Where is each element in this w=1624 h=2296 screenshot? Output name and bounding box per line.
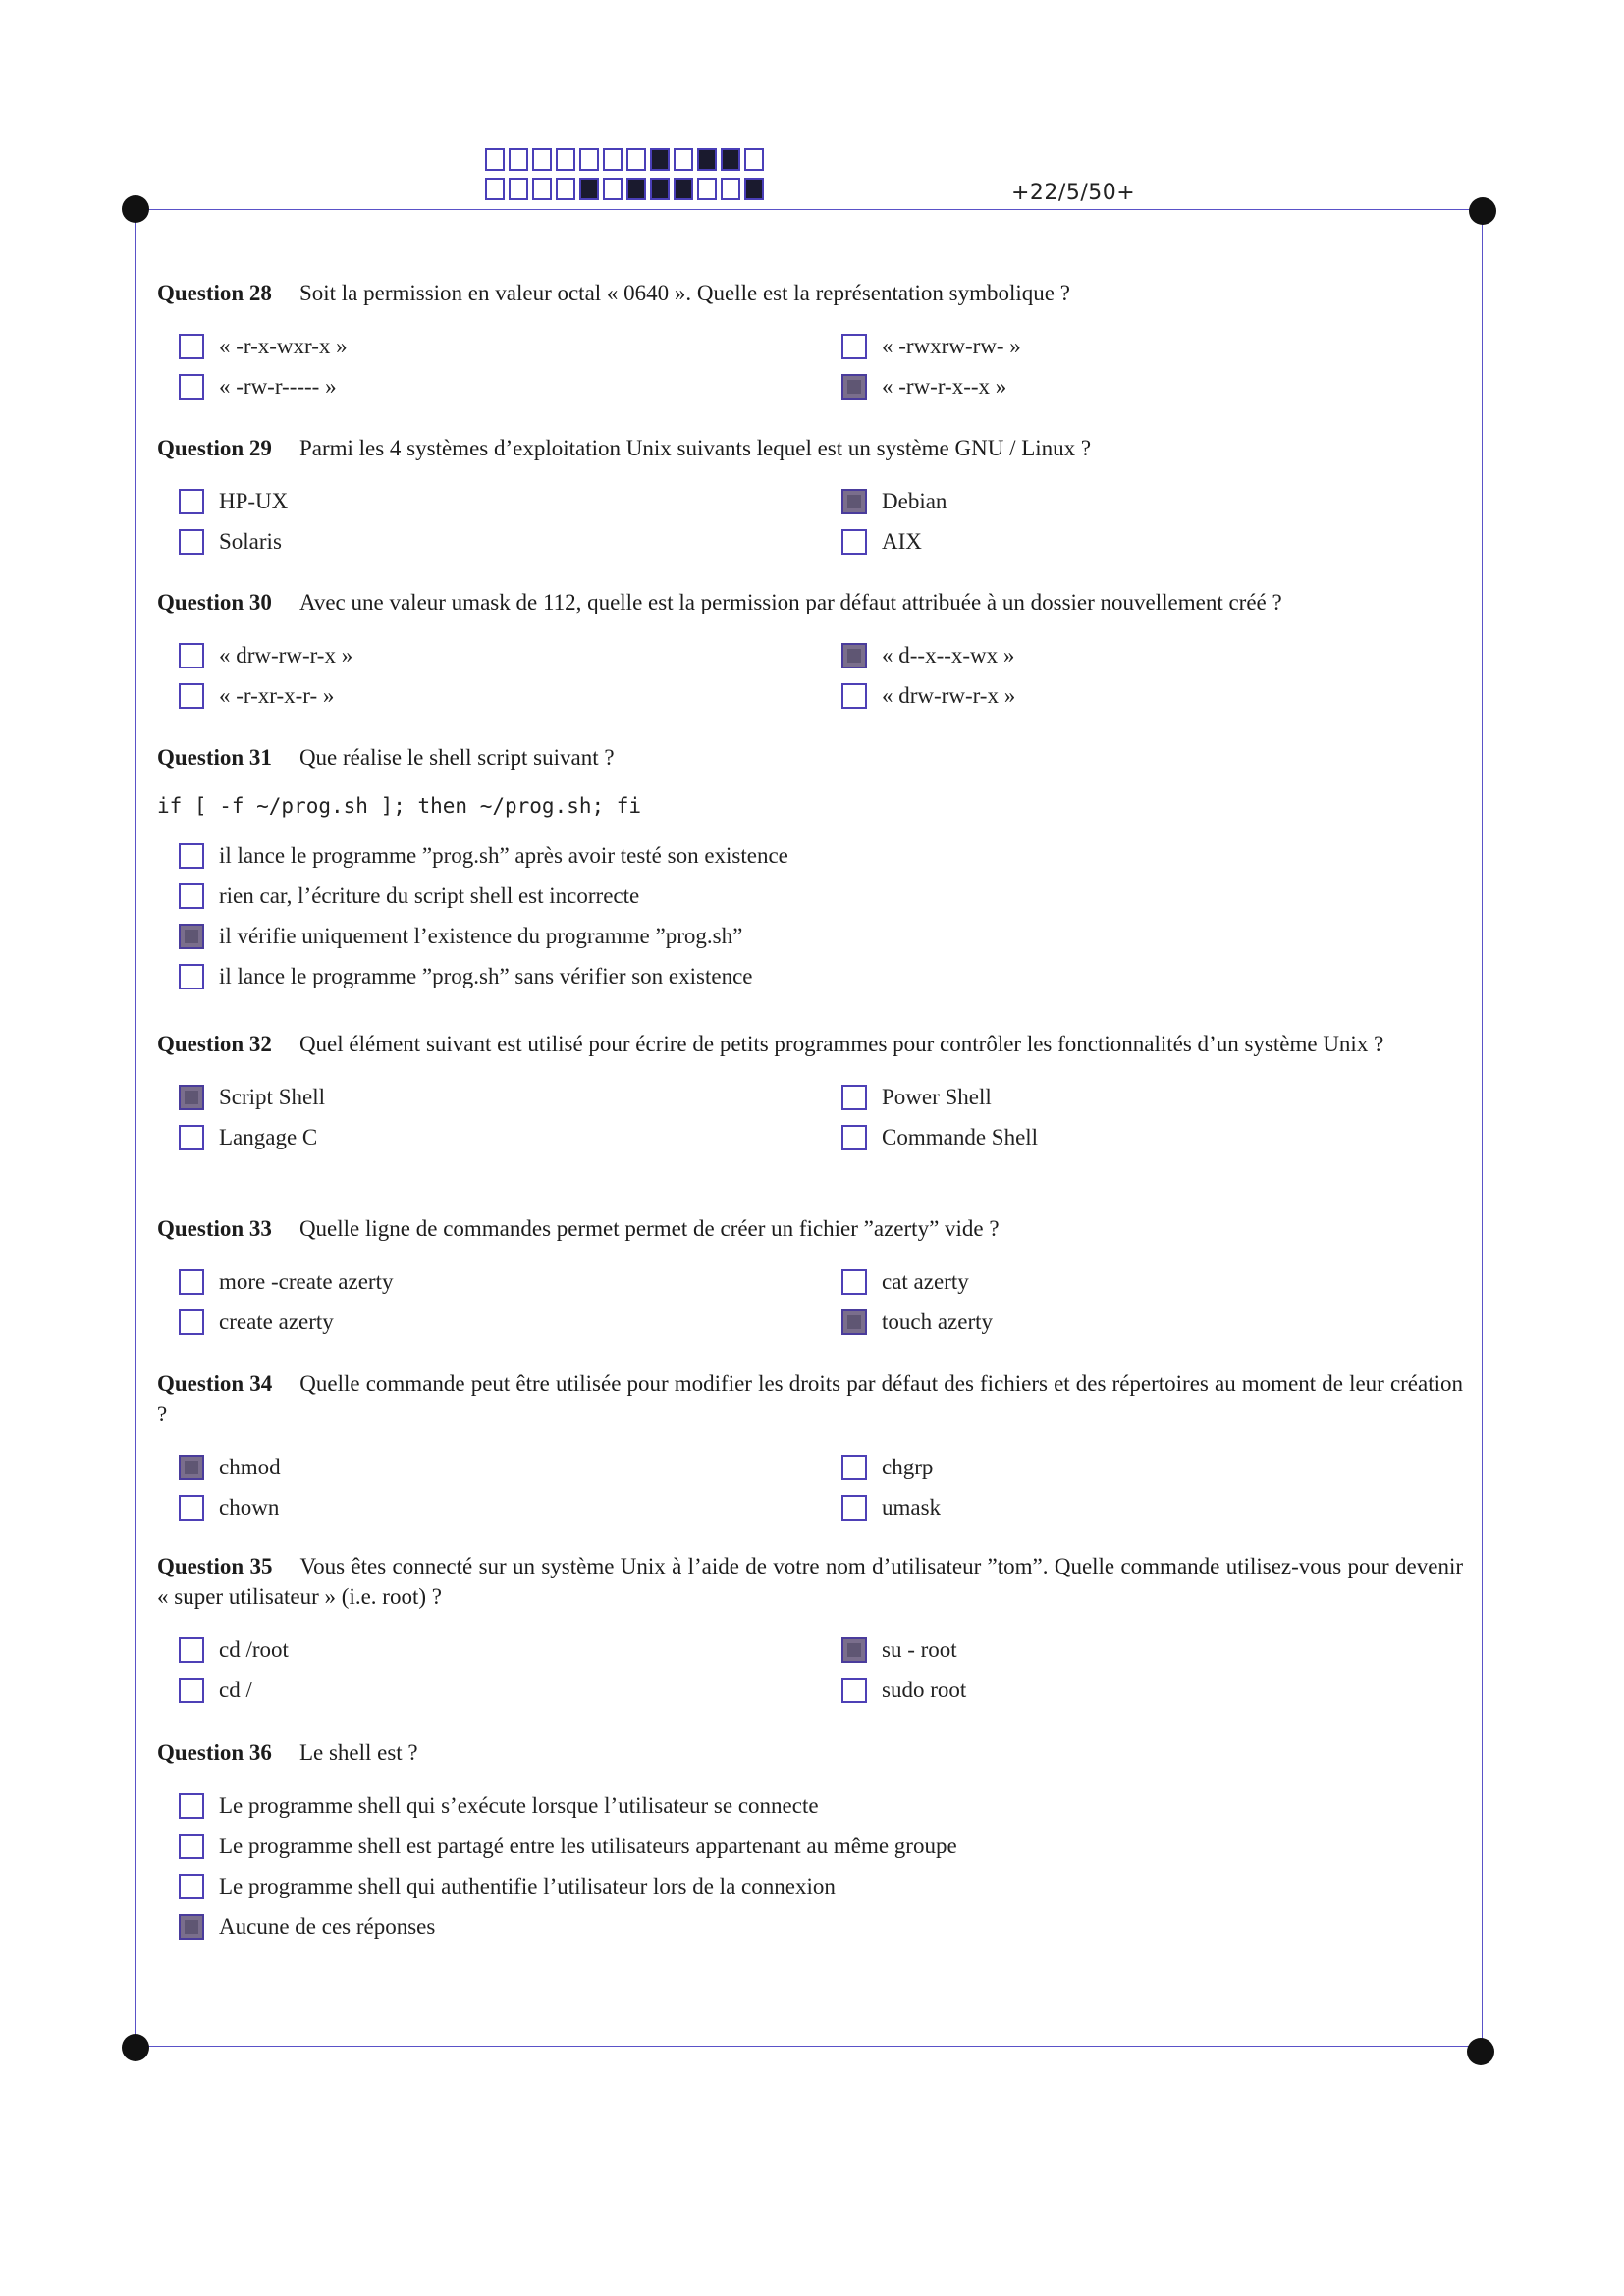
answer-label: touch azerty bbox=[882, 1308, 994, 1334]
question-33 bbox=[157, 1213, 1463, 1338]
answer-option[interactable] bbox=[841, 525, 1485, 558]
answer-option[interactable] bbox=[841, 1633, 1485, 1666]
answer-options bbox=[157, 1451, 1463, 1523]
answer-option[interactable] bbox=[841, 679, 1485, 712]
corner-mark-top-left bbox=[122, 195, 149, 223]
code-cell bbox=[579, 148, 599, 171]
answer-options bbox=[157, 1081, 1463, 1153]
code-cell bbox=[674, 178, 693, 200]
answer-option[interactable] bbox=[179, 880, 1455, 912]
question-number: Question 33 bbox=[157, 1216, 272, 1241]
answer-option[interactable] bbox=[179, 639, 841, 671]
answer-option[interactable] bbox=[841, 1121, 1485, 1153]
code-cell bbox=[721, 178, 740, 200]
checkbox-checked[interactable] bbox=[179, 924, 204, 949]
code-cell bbox=[697, 178, 717, 200]
code-cell bbox=[744, 178, 764, 200]
question-29 bbox=[157, 433, 1463, 558]
question-number: Question 29 bbox=[157, 436, 272, 460]
corner-mark-top-right bbox=[1469, 197, 1496, 225]
question-30 bbox=[157, 587, 1463, 712]
answer-option[interactable] bbox=[179, 839, 1455, 872]
code-cell bbox=[697, 148, 717, 171]
question-text: Quel élément suivant est utilisé pour écrire de petits programmes pour contrôler les fonctionnalités d’un système Unix ? bbox=[298, 1032, 1384, 1056]
checkbox[interactable] bbox=[179, 1793, 204, 1819]
answer-label: Commande Shell bbox=[882, 1124, 1039, 1149]
answer-label: « -r-x-wxr-x » bbox=[219, 333, 348, 358]
answer-label: « -r-xr-x-r- » bbox=[219, 682, 335, 708]
answer-label: « drw-rw-r-x » bbox=[882, 682, 1016, 708]
checkbox[interactable] bbox=[179, 1269, 204, 1295]
answer-options bbox=[157, 639, 1463, 712]
checkbox[interactable] bbox=[841, 1455, 867, 1480]
answer-option[interactable] bbox=[179, 1081, 841, 1113]
checkbox-checked[interactable] bbox=[841, 374, 867, 400]
answer-label: AIX bbox=[882, 528, 922, 554]
checkbox[interactable] bbox=[841, 1269, 867, 1295]
checkbox[interactable] bbox=[179, 334, 204, 359]
answer-option[interactable] bbox=[179, 370, 841, 402]
answer-label: chgrp bbox=[882, 1454, 934, 1479]
code-cell bbox=[485, 148, 505, 171]
question-34 bbox=[157, 1368, 1463, 1523]
answer-option[interactable] bbox=[179, 679, 841, 712]
checkbox[interactable] bbox=[179, 643, 204, 668]
code-cell bbox=[674, 148, 693, 171]
answer-label: umask bbox=[882, 1494, 942, 1520]
answer-label: HP-UX bbox=[219, 488, 289, 513]
answer-label: cd / bbox=[219, 1677, 252, 1702]
code-cell bbox=[532, 148, 552, 171]
answer-label: il lance le programme ”prog.sh” après avoir testé son existence bbox=[219, 842, 788, 868]
checkbox[interactable] bbox=[179, 883, 204, 909]
answer-option[interactable] bbox=[179, 525, 841, 558]
question-number: Question 34 bbox=[157, 1371, 273, 1396]
checkbox[interactable] bbox=[841, 529, 867, 555]
code-row-1 bbox=[485, 148, 768, 171]
answer-options bbox=[157, 1265, 1463, 1338]
answer-options bbox=[157, 1633, 1463, 1706]
answer-label: « -rw-r-x--x » bbox=[882, 373, 1007, 399]
checkbox-checked[interactable] bbox=[841, 489, 867, 514]
answer-option[interactable] bbox=[841, 1265, 1485, 1298]
question-number: Question 28 bbox=[157, 281, 272, 305]
checkbox[interactable] bbox=[179, 374, 204, 400]
answer-label: Debian bbox=[882, 488, 947, 513]
code-cell bbox=[603, 148, 623, 171]
answer-option[interactable] bbox=[179, 1910, 1455, 1943]
answer-label: il vérifie uniquement l’existence du programme ”prog.sh” bbox=[219, 923, 743, 948]
answer-label: cd /root bbox=[219, 1636, 289, 1662]
answer-option[interactable] bbox=[179, 1491, 841, 1523]
question-31 bbox=[157, 742, 1463, 992]
answer-label: Le programme shell est partagé entre les utilisateurs appartenant au même groupe bbox=[219, 1833, 957, 1858]
code-row-2 bbox=[485, 178, 768, 200]
checkbox[interactable] bbox=[841, 1495, 867, 1521]
answer-option[interactable] bbox=[841, 485, 1485, 517]
checkbox[interactable] bbox=[179, 1637, 204, 1663]
corner-mark-bottom-right bbox=[1467, 2038, 1494, 2065]
checkbox-checked[interactable] bbox=[179, 1085, 204, 1110]
answer-option[interactable] bbox=[841, 1081, 1485, 1113]
question-36 bbox=[157, 1737, 1463, 1943]
answer-label: « -rw-r----- » bbox=[219, 373, 337, 399]
checkbox[interactable] bbox=[841, 1125, 867, 1150]
checkbox[interactable] bbox=[179, 1834, 204, 1859]
answer-label: cat azerty bbox=[882, 1268, 969, 1294]
question-number: Question 32 bbox=[157, 1032, 272, 1056]
answer-option[interactable] bbox=[841, 1306, 1485, 1338]
answer-label: « -rwxrw-rw- » bbox=[882, 333, 1021, 358]
code-cell bbox=[556, 148, 575, 171]
answer-label: Le programme shell qui authentifie l’utilisateur lors de la connexion bbox=[219, 1873, 836, 1898]
answer-label: Le programme shell qui s’exécute lorsque l’utilisateur se connecte bbox=[219, 1792, 819, 1818]
answer-label: il lance le programme ”prog.sh” sans vérifier son existence bbox=[219, 963, 753, 988]
answer-option[interactable] bbox=[179, 1306, 841, 1338]
code-cell bbox=[485, 178, 505, 200]
answer-options bbox=[157, 839, 1463, 992]
code-cell bbox=[721, 148, 740, 171]
question-text: Quelle commande peut être utilisée pour modifier les droits par défaut des fichiers et des répertoires au moment de leur création ? bbox=[157, 1371, 1464, 1426]
answer-label: sudo root bbox=[882, 1677, 967, 1702]
answer-label: Script Shell bbox=[219, 1084, 325, 1109]
answer-options bbox=[157, 1789, 1463, 1943]
answer-option[interactable] bbox=[179, 1633, 841, 1666]
checkbox[interactable] bbox=[179, 964, 204, 989]
question-text: Quelle ligne de commandes permet permet de créer un fichier ”azerty” vide ? bbox=[298, 1216, 1000, 1241]
checkbox[interactable] bbox=[841, 334, 867, 359]
code-cell bbox=[579, 178, 599, 200]
question-text: Le shell est ? bbox=[298, 1740, 418, 1765]
answer-label: « drw-rw-r-x » bbox=[219, 642, 353, 667]
answer-label: more -create azerty bbox=[219, 1268, 394, 1294]
code-cell bbox=[650, 148, 670, 171]
checkbox[interactable] bbox=[179, 529, 204, 555]
checkbox[interactable] bbox=[179, 1678, 204, 1703]
answer-label: rien car, l’écriture du script shell est incorrecte bbox=[219, 882, 640, 908]
answer-label: Langage C bbox=[219, 1124, 318, 1149]
answer-label: Solaris bbox=[219, 528, 282, 554]
code-cell bbox=[509, 178, 528, 200]
checkbox-checked[interactable] bbox=[179, 1914, 204, 1940]
code-cell bbox=[626, 148, 646, 171]
code-cell bbox=[509, 148, 528, 171]
question-text: Avec une valeur umask de 112, quelle est la permission par défaut attribuée à un dossier nouvellement créé ? bbox=[298, 590, 1282, 614]
answer-option[interactable] bbox=[179, 1789, 1455, 1822]
page-id: +22/5/50+ bbox=[1011, 181, 1136, 205]
answer-options bbox=[157, 485, 1463, 558]
code-cell bbox=[650, 178, 670, 200]
answer-label: chown bbox=[219, 1494, 280, 1520]
question-text: Soit la permission en valeur octal « 0640 ». Quelle est la représentation symbolique ? bbox=[298, 281, 1070, 305]
checkbox[interactable] bbox=[179, 1309, 204, 1335]
checkbox[interactable] bbox=[179, 1125, 204, 1150]
question-text: Vous êtes connecté sur un système Unix à l’aide de votre nom d’utilisateur ”tom”. Quelle commande utilisez-vous pour devenir « super utilisateur » (i.e. root) ? bbox=[157, 1554, 1464, 1609]
checkbox[interactable] bbox=[841, 683, 867, 709]
corner-mark-bottom-left bbox=[122, 2034, 149, 2061]
question-32 bbox=[157, 1029, 1463, 1153]
question-number: Question 30 bbox=[157, 590, 272, 614]
answer-option[interactable] bbox=[179, 1830, 1455, 1862]
answer-options bbox=[157, 330, 1463, 402]
answer-option[interactable] bbox=[179, 960, 1455, 992]
checkbox[interactable] bbox=[841, 1678, 867, 1703]
code-cell bbox=[556, 178, 575, 200]
checkbox[interactable] bbox=[179, 843, 204, 869]
answer-option[interactable] bbox=[841, 330, 1485, 362]
answer-option[interactable] bbox=[841, 1451, 1485, 1483]
checkbox-checked[interactable] bbox=[841, 1309, 867, 1335]
answer-option[interactable] bbox=[179, 330, 841, 362]
answer-option[interactable] bbox=[179, 1121, 841, 1153]
code-cell bbox=[532, 178, 552, 200]
answer-option[interactable] bbox=[179, 1451, 841, 1483]
answer-option[interactable] bbox=[179, 1870, 1455, 1902]
checkbox[interactable] bbox=[179, 1495, 204, 1521]
answer-label: Aucune de ces réponses bbox=[219, 1913, 436, 1939]
code-cell bbox=[744, 148, 764, 171]
answer-option[interactable] bbox=[841, 1674, 1485, 1706]
checkbox-checked[interactable] bbox=[841, 1637, 867, 1663]
code-cell bbox=[626, 178, 646, 200]
checkbox[interactable] bbox=[179, 489, 204, 514]
question-number: Question 36 bbox=[157, 1740, 272, 1765]
answer-label: « d--x--x-wx » bbox=[882, 642, 1015, 667]
answer-label: su - root bbox=[882, 1636, 957, 1662]
answer-option[interactable] bbox=[841, 1491, 1485, 1523]
code-snippet: if [ -f ~/prog.sh ]; then ~/prog.sh; fi bbox=[157, 794, 642, 818]
checkbox[interactable] bbox=[841, 1085, 867, 1110]
question-number: Question 31 bbox=[157, 745, 272, 770]
answer-option[interactable] bbox=[179, 485, 841, 517]
checkbox-checked[interactable] bbox=[179, 1455, 204, 1480]
checkbox[interactable] bbox=[179, 683, 204, 709]
question-35 bbox=[157, 1551, 1463, 1706]
question-text: Que réalise le shell script suivant ? bbox=[298, 745, 615, 770]
question-number: Question 35 bbox=[157, 1554, 273, 1578]
answer-label: create azerty bbox=[219, 1308, 334, 1334]
checkbox[interactable] bbox=[179, 1874, 204, 1899]
answer-option[interactable] bbox=[841, 370, 1485, 402]
answer-option[interactable] bbox=[179, 1674, 841, 1706]
question-text: Parmi les 4 systèmes d’exploitation Unix suivants lequel est un système GNU / Linux ? bbox=[298, 436, 1092, 460]
answer-option[interactable] bbox=[179, 920, 1455, 952]
question-28 bbox=[157, 278, 1463, 402]
answer-option[interactable] bbox=[179, 1265, 841, 1298]
answer-label: chmod bbox=[219, 1454, 281, 1479]
code-cell bbox=[603, 178, 623, 200]
answer-option[interactable] bbox=[841, 639, 1485, 671]
answer-label: Power Shell bbox=[882, 1084, 992, 1109]
checkbox-checked[interactable] bbox=[841, 643, 867, 668]
